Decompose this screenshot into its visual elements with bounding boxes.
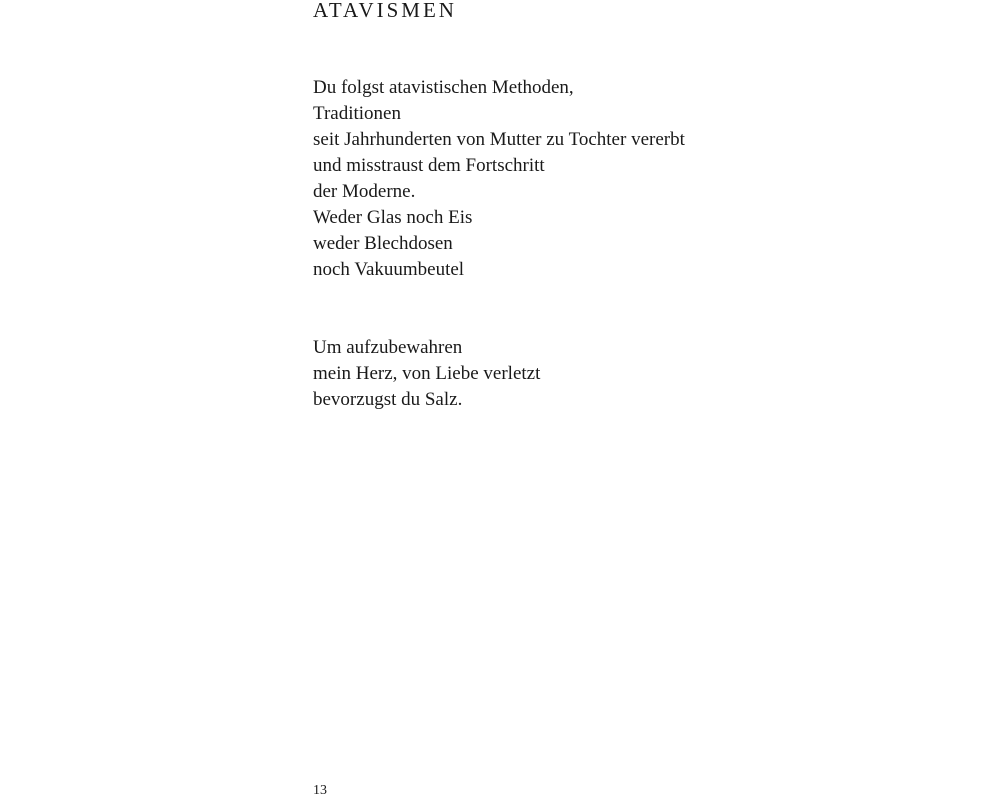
poem-line: und misstraust dem Fortschritt <box>313 155 545 176</box>
poem-line: noch Vakuumbeutel <box>313 259 465 280</box>
poem-line: Weder Glas noch Eis <box>313 207 473 228</box>
poem-line: seit Jahrhunderten von Mutter zu Tochter vererbt <box>313 129 685 150</box>
poem-line: Du folgst atavistischen Methoden, <box>313 77 574 98</box>
poem-line: Um aufzubewahren <box>313 337 463 358</box>
poem-line: bevorzugst du Salz. <box>313 389 463 410</box>
page-number: 13 <box>313 783 327 798</box>
poem-line: weder Blechdosen <box>313 233 453 254</box>
stanza-2 <box>313 335 540 413</box>
poem-line: der Moderne. <box>313 181 416 202</box>
poem-title: ATAVISMEN <box>313 0 457 22</box>
poem-line: Traditionen <box>313 103 401 124</box>
stanza-1 <box>313 75 685 283</box>
poem-line: mein Herz, von Liebe verletzt <box>313 363 541 384</box>
